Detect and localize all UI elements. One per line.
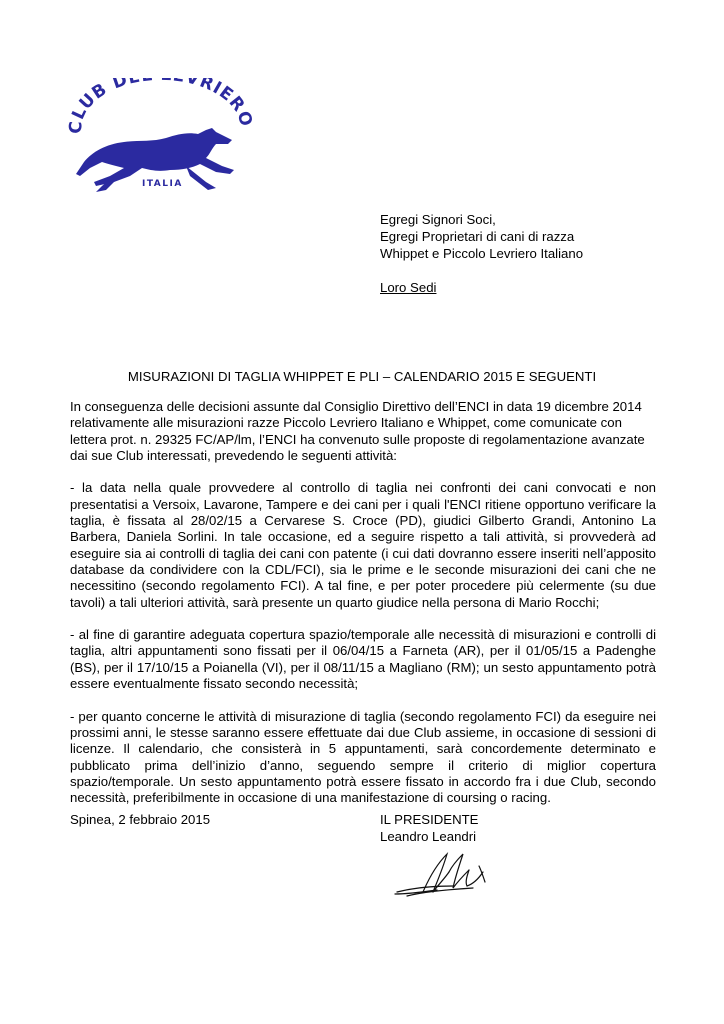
recipient-line: Whippet e Piccolo Levriero Italiano bbox=[380, 246, 584, 261]
recipient-line-underlined: Loro Sedi bbox=[380, 280, 437, 295]
logo-text-bottom: ITALIA bbox=[142, 179, 183, 189]
handwritten-signature-icon bbox=[393, 848, 493, 900]
signatory-name: Leandro Leandri bbox=[380, 829, 477, 844]
signatory-block bbox=[380, 811, 478, 845]
recipient-line: Egregi Signori Soci, bbox=[380, 212, 496, 227]
svg-text:CLUB DEL LEVRIERO bbox=[66, 78, 252, 134]
document-title: MISURAZIONI DI TAGLIA WHIPPET E PLI – CALENDARIO 2015 E SEGUENTI bbox=[127, 369, 597, 384]
paragraph-item: - al fine di garantire adeguata copertura spazio/temporale alle necessità di misurazioni e controlli di taglia, altri appuntamenti sono fissati per il 06/04/15 a Farneta (AR), per il 01/05/15 a Padenghe (BS), per il 17/10/15 a Poianella (VI), per il 08/11/15 a Magliano (RM); un sesto appuntamento potrà essere eventualmente fissato secondo necessità; bbox=[70, 627, 656, 692]
letter-body bbox=[70, 399, 656, 823]
recipients-block bbox=[380, 211, 583, 296]
logo-text-top: CLUB D VRIER bbox=[66, 78, 249, 135]
paragraph-item: - per quanto concerne le attività di misurazione di taglia (secondo regolamento FCI) da eseguire nei prossimi anni, le stesse saranno essere effettuate dai due Club assieme, in occasione di sessioni di licenze. Il calendario, che consisterà in 5 appuntamenti, sarà concordemente determinato e pubblicato prima dell’inizio d’anno, seguendo sempre il criterio di miglior copertura spazio/temporale. Un sesto appuntamento potrà essere fissato in accordo fra i due Club, secondo necessità, preferibilmente in occasione di una manifestazione di coursing o racing. bbox=[70, 708, 656, 806]
signatory-role: IL PRESIDENTE bbox=[380, 812, 479, 827]
club-logo bbox=[66, 78, 252, 194]
greyhound-icon bbox=[66, 78, 252, 194]
place-date: Spinea, 2 febbraio 2015 bbox=[70, 812, 211, 827]
paragraph-item: - la data nella quale provvedere al controllo di taglia nei confronti dei cani convocati e non presentatisi a Versoix, Lavarone, Tampere e dei cani per i quali l'ENCI ritiene opportuno verificare la taglia, è fissata al 28/02/15 a Cervarese S. Croce (PD), giudici Gilberto Grandi, Antonino La Barbera, Daniela Sorlini. In tale occasione, ed a seguire rispetto a tali attività, si provvederà ad eseguire sia ai controlli di taglia dei cani con patente (i cui dati dovranno essere inseriti nell’apposito database da condividere con la CDL/FCI), sia le prime e le seconde misurazioni dei cani che ne necessitino (secondo regolamento FCI). A tal fine, e per poter procedere più celermente (su due tavoli) a tali ulteriori attività, sarà presente un quarto giudice nella persona di Mario Rocchi; bbox=[70, 480, 656, 610]
paragraph-intro: In conseguenza delle decisioni assunte dal Consiglio Direttivo dell’ENCI in data 19 dicembre 2014 relativamente alle misurazioni razze Piccolo Levriero Italiano e Whippet, come comunicate con lettera prot. n. 29325 FC/AP/lm, l’ENCI ha convenuto sulle proposte di regolamentazione avanzate dai sue Club interessati, prevedendo le seguenti attività: bbox=[70, 399, 645, 463]
recipient-line: Egregi Proprietari di cani di razza bbox=[380, 229, 575, 244]
